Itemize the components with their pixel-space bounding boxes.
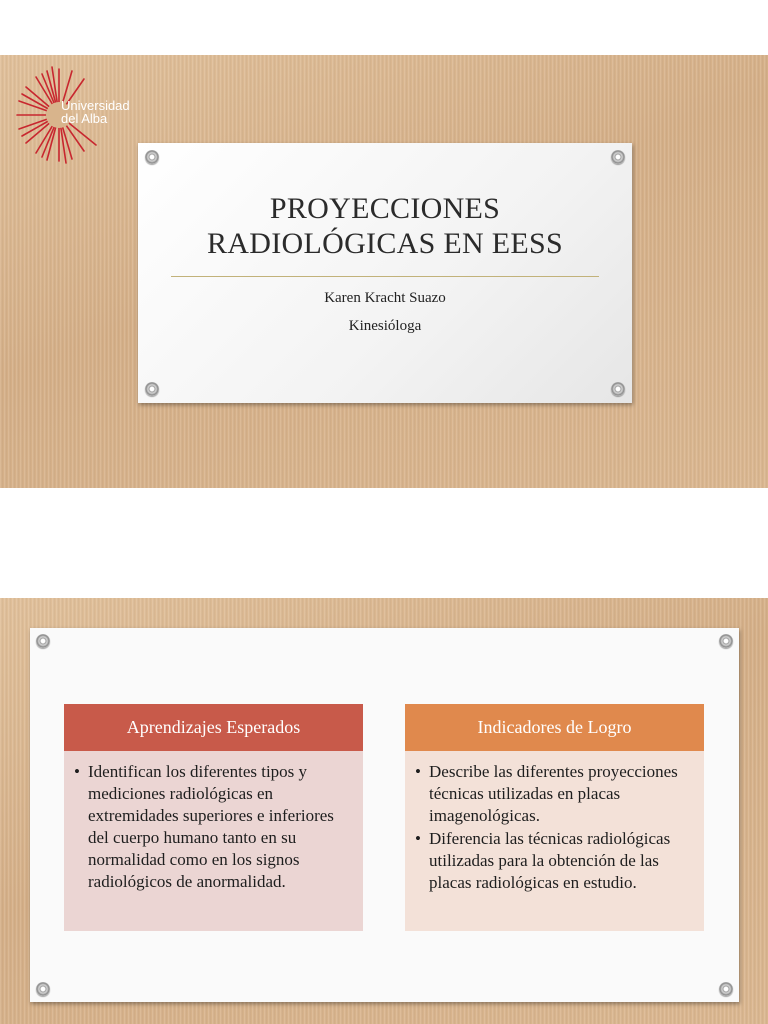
title-card <box>138 143 632 403</box>
list-item: • Identifican los diferentes tipos y mediciones radiológicas en extremidades superiores e inferiores del cuerpo humano tanto en su normalidad como en los signos radiológicos de anormalidad. <box>74 761 355 893</box>
author-name: Karen Kracht Suazo <box>324 290 446 306</box>
title-divider <box>171 276 599 277</box>
objectives-slide <box>0 598 768 1024</box>
pin-icon <box>36 982 50 996</box>
author-role: Kinesióloga <box>348 318 422 334</box>
list-item: • Describe las diferentes proyecciones técnicas utilizadas en placas imagenológicas. <box>415 761 696 827</box>
pin-icon <box>145 150 159 164</box>
achievement-indicators-panel <box>405 704 704 931</box>
list-item: • Diferencia las técnicas radiológicas utilizadas para la obtención de las placas radiológicas en estudio. <box>415 828 696 894</box>
title-line2: RADIOLÓGICAS EN EESS <box>206 227 563 260</box>
pin-icon <box>611 150 625 164</box>
logo-text <box>61 99 130 125</box>
logo-line1: Universidad <box>61 98 130 113</box>
learning-outcomes-list <box>74 761 355 893</box>
university-logo <box>14 65 154 165</box>
achievement-indicators-list <box>415 761 696 894</box>
learning-outcomes-heading: Aprendizajes Esperados <box>64 704 363 751</box>
logo-line2: del Alba <box>61 111 108 126</box>
pin-icon <box>719 982 733 996</box>
slide-title <box>138 191 632 261</box>
pin-icon <box>36 634 50 648</box>
learning-outcomes-body <box>64 751 363 931</box>
achievement-indicators-body <box>405 751 704 931</box>
pin-icon <box>611 382 625 396</box>
title-slide <box>0 55 768 488</box>
objectives-card <box>30 628 739 1002</box>
achievement-indicators-heading: Indicadores de Logro <box>405 704 704 751</box>
learning-outcomes-panel <box>64 704 363 931</box>
title-line1: PROYECCIONES <box>269 192 501 225</box>
pin-icon <box>719 634 733 648</box>
pin-icon <box>145 382 159 396</box>
